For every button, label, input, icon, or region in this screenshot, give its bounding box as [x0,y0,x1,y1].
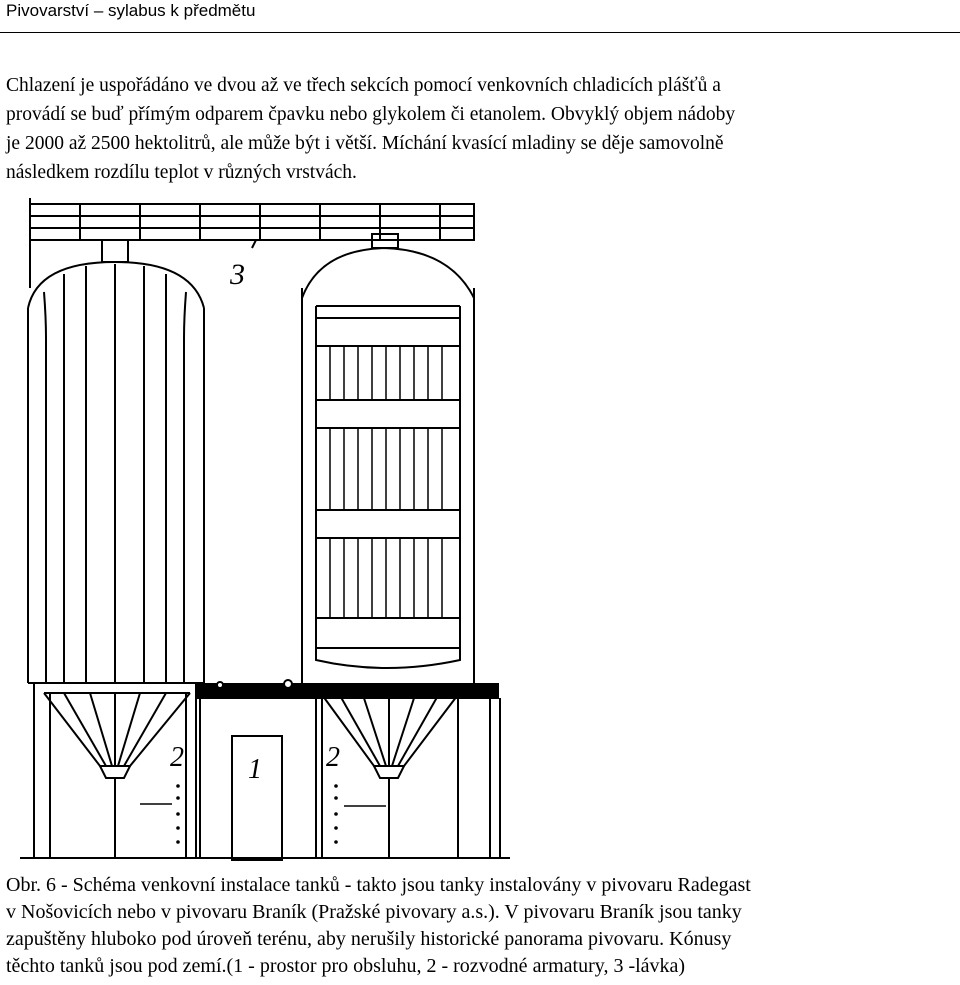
caption-line: Obr. 6 - Schéma venkovní instalace tanků - takto jsou tanky instalovány v pivovaru Radegast [6,874,751,896]
caption-line: zapuštěny hluboko pod úroveň terénu, aby nerušily historické panorama pivovaru. Kónusy [6,928,732,950]
paragraph-line: provádí se buď přímým odparem čpavku nebo glykolem či etanolem. Obvyklý objem nádoby [6,104,736,125]
tank-schematic-drawing [20,198,520,870]
tank-schematic-figure [20,198,520,870]
label-service-space: 1 [248,754,262,785]
paragraph-line: je 2000 až 2500 hektolitrů, ale může být i větší. Míchání kvasící mladiny se děje samovolně [6,133,724,154]
page-header: Pivovarství – sylabus k předmětu [6,1,256,20]
label-walkway: 3 [230,258,245,291]
armature-dots [140,804,386,806]
paragraph-line: Chlazení je uspořádáno ve dvou až ve třech sekcích pomocí venkovních chladicích plášťů a [6,75,721,96]
service-area [196,680,500,860]
walkway [30,198,474,288]
label-armature-right: 2 [326,742,340,773]
figure-caption [6,872,956,980]
caption-line: těchto tanků jsou pod zemí.(1 - prostor pro obsluhu, 2 - rozvodné armatury, 3 -lávka) [6,955,686,977]
paragraph-line: následkem rozdílu teplot v různých vrstvách. [6,162,357,183]
body-paragraph [6,71,956,187]
label-armature-left: 2 [170,742,184,773]
caption-line: v Nošovicích nebo v pivovaru Braník (Pražské pivovary a.s.). V pivovaru Braník jsou tanky [6,901,742,923]
header-rule [0,32,960,33]
